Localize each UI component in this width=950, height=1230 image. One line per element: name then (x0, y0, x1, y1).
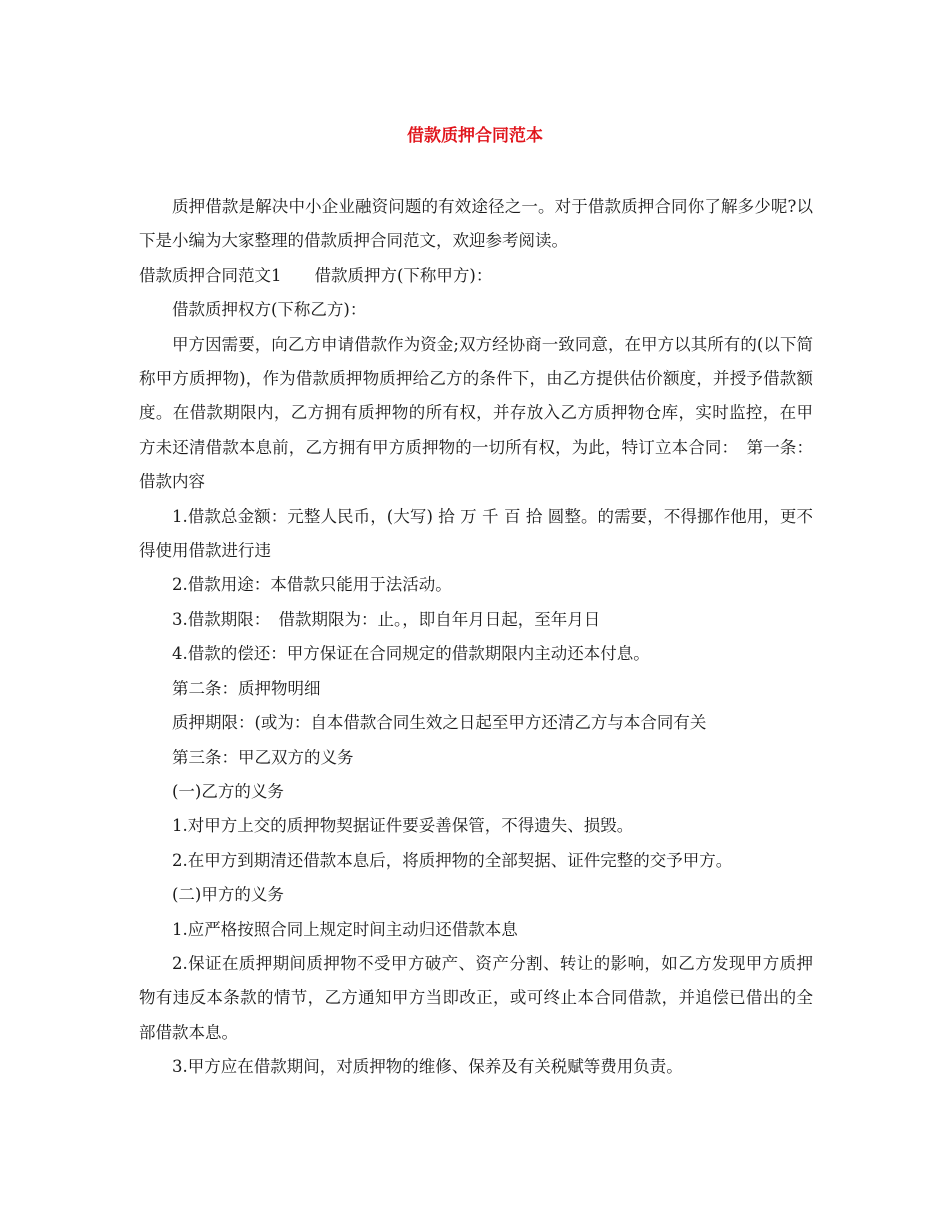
paragraph-party-a-duty-3: 3.甲方应在借款期间，对质押物的维修、保养及有关税赋等费用负责。 (172, 1057, 683, 1077)
paragraph-pledgee: 借款质押权方(下称乙方)： (172, 300, 367, 320)
paragraph-party-b-duty-1: 1.对甲方上交的质押物契据证件要妥善保管，不得遗失、损毁。 (172, 816, 634, 836)
document-title: 借款质押合同范本 (407, 126, 543, 146)
paragraph-article-2: 第二条：质押物明细 (172, 678, 321, 698)
paragraph-intro: 质押借款是解决中小企业融资问题的有效途径之一。对于借款质押合同你了解多少呢?以下是小编为大家整理的借款质押合同范文，欢迎参考阅读。 (139, 197, 813, 251)
paragraph-party-b-duty-2: 2.在甲方到期清还借款本息后，将质押物的全部契据、证件完整的交予甲方。 (172, 850, 733, 870)
paragraph-loan-term: 3.借款期限： 借款期限为：止。，即自年月日起，至年月日 (172, 609, 601, 629)
document-body (139, 190, 813, 1085)
paragraph-preamble: 甲方因需要，向乙方申请借款作为资金;双方经协商一致同意，在甲方以其所有的(以下简称甲方质押物)，作为借款质押物质押给乙方的条件下，由乙方提供估价额度，并授予借款额度。在借款期限内，乙方拥有质押物的所有权，并存放入乙方质押物仓库，实时监控，在甲方未还清借款本息前，乙方拥有甲方质押物的一切所有权，为此，特订立本合同： 第一条：借款内容 (139, 334, 813, 492)
paragraph-loan-purpose: 2.借款用途：本借款只能用于法活动。 (172, 575, 452, 595)
paragraph-loan-amount: 1.借款总金额：元整人民币，(大写) 拾 万 千 百 拾 圆整。的需要，不得挪作他用，更不得使用借款进行违 (139, 506, 813, 561)
paragraph-article-3: 第三条：甲乙双方的义务 (172, 747, 354, 767)
paragraph-pledge-term: 质押期限：(或为：自本借款合同生效之日起至甲方还清乙方与本合同有关 (172, 713, 707, 733)
paragraph-repayment: 4.借款的偿还：甲方保证在合同规定的借款期限内主动还本付息。 (172, 644, 650, 664)
paragraph-party-b-duties: (一)乙方的义务 (172, 781, 284, 801)
paragraph-party-a-duty-1: 1.应严格按照合同上规定时间主动归还借款本息 (172, 919, 518, 939)
paragraph-party-a-duties: (二)甲方的义务 (172, 885, 284, 905)
paragraph-party-a-duty-2: 2.保证在质押期间质押物不受甲方破产、资产分割、转让的影响，如乙方发现甲方质押物有违反本条款的情节，乙方通知甲方当即改正，或可终止本合同借款，并追偿已借出的全部借款本息。 (139, 953, 813, 1042)
paragraph-pledgor: 借款质押合同范文1 借款质押方(下称甲方)： (139, 265, 493, 285)
